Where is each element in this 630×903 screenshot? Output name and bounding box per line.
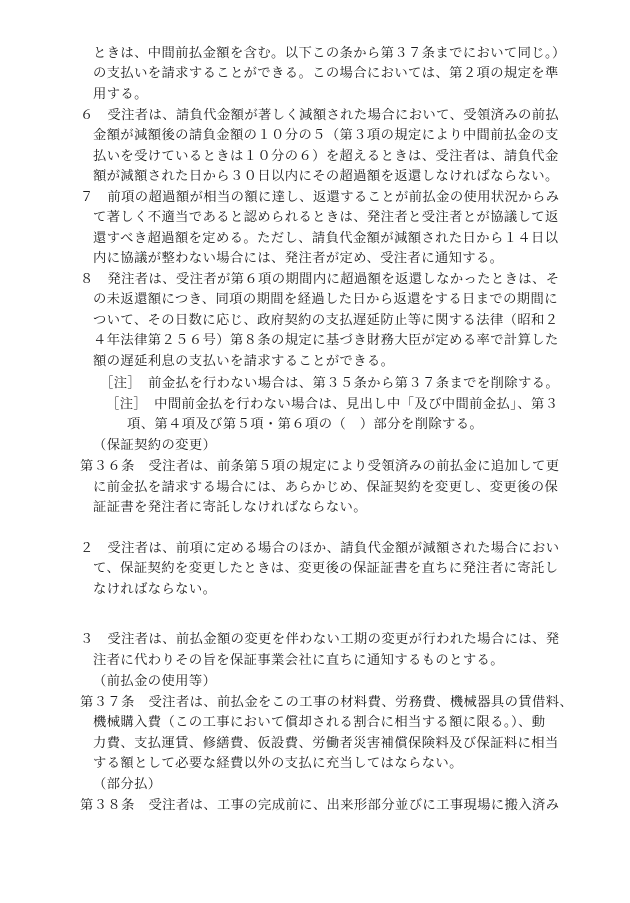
article-line: 第３６条 受注者は、前条第５項の規定により受領済みの前払金に追加して更 xyxy=(80,459,560,474)
text-line: 証証書を発注者に寄託しなければならない。 xyxy=(93,500,367,515)
note-line: 項、第４項及び第５項・第６項の（ ）部分を削除する。 xyxy=(127,417,484,432)
note-line: ［注］ 前金払を行わない場合は、第３５条から第３７条までを削除する。 xyxy=(100,376,560,391)
text-line: 払いを受けているときは１０分の６）を超えるときは、受注者は、請負代金 xyxy=(93,149,559,164)
text-line: の未返還額につき、同項の期間を経過した日から返還をする日までの期間に xyxy=(93,292,558,307)
section-heading: （前払金の使用等） xyxy=(93,674,217,689)
text-line: 力費、支払運賃、修繕費、仮設費、労働者災害補償保険料及び保証料に相当 xyxy=(93,736,559,751)
article-line: 第３８条 受注者は、工事の完成前に、出来形部分並びに工事現場に搬入済み xyxy=(80,798,560,813)
text-line: ときは、中間前払金額を含む。以下この条から第３７条までにおいて同じ。） xyxy=(93,46,566,61)
text-line: の支払いを請求することができる。この場合においては、第２項の規定を準 xyxy=(93,66,559,81)
note-line: ［注］ 中間前金払を行わない場合は、見出し中「及び中間前金払」、第３ xyxy=(106,397,559,412)
text-line: 金額が減額後の請負金額の１０分の５（第３項の規定により中間前払金の支 xyxy=(93,128,559,143)
text-line: ８ 発注者は、受注者が第６項の期間内に超過額を返還しなかったときは、そ xyxy=(80,272,560,287)
text-line: 注者に代わりその旨を保証事業会社に直ちに通知するものとする。 xyxy=(93,653,504,668)
text-line: なければならない。 xyxy=(93,582,217,597)
text-line: する額として必要な経費以外の支払に充当してはならない。 xyxy=(93,756,463,771)
text-line: ついて、その日数に応じ、政府契約の支払遅延防止等に関する法律（昭和２ xyxy=(93,313,559,328)
text-line: に前金払を請求する場合には、あらかじめ、保証契約を変更し、変更後の保 xyxy=(93,480,559,495)
text-line: 機械購入費（この工事において償却される割合に相当する額に限る。）、動 xyxy=(93,715,546,730)
text-line: 内に協議が整わない場合には、発注者が定め、受注者に通知する。 xyxy=(93,251,504,266)
text-line: 用する。 xyxy=(93,87,148,102)
text-line: ３ 受注者は、前払金額の変更を伴わない工期の変更が行われた場合には、発 xyxy=(80,632,560,647)
text-line: ６ 受注者は、請負代金額が著しく減額された場合において、受領済みの前払 xyxy=(80,108,560,123)
text-line: て、保証契約を変更したときは、変更後の保証証書を直ちに発注者に寄託し xyxy=(93,561,559,576)
text-line: ４年法律第２５６号）第８条の規定に基づき財務大臣が定める率で計算した xyxy=(93,333,559,348)
article-line: 第３７条 受注者は、前払金をこの工事の材料費、労務費、機械器具の賃借料、 xyxy=(80,695,574,710)
text-line: ２ 受注者は、前項に定める場合のほか、請負代金額が減額された場合におい xyxy=(80,541,560,556)
section-heading: （保証契約の変更） xyxy=(93,438,217,453)
text-line: 額の遅延利息の支払いを請求することができる。 xyxy=(93,354,395,369)
text-line: 還すべき超過額を定める。ただし、請負代金額が減額された日から１４日以 xyxy=(93,231,559,246)
text-line: 額が減額された日から３０日以内にその超過額を返還しなければならない。 xyxy=(93,169,559,184)
text-line: ７ 前項の超過額が相当の額に達し、返還することが前払金の使用状況からみ xyxy=(80,190,560,205)
section-heading: （部分払） xyxy=(93,777,162,792)
text-line: て著しく不適当であると認められるときは、発注者と受注者とが協議して返 xyxy=(93,210,559,225)
